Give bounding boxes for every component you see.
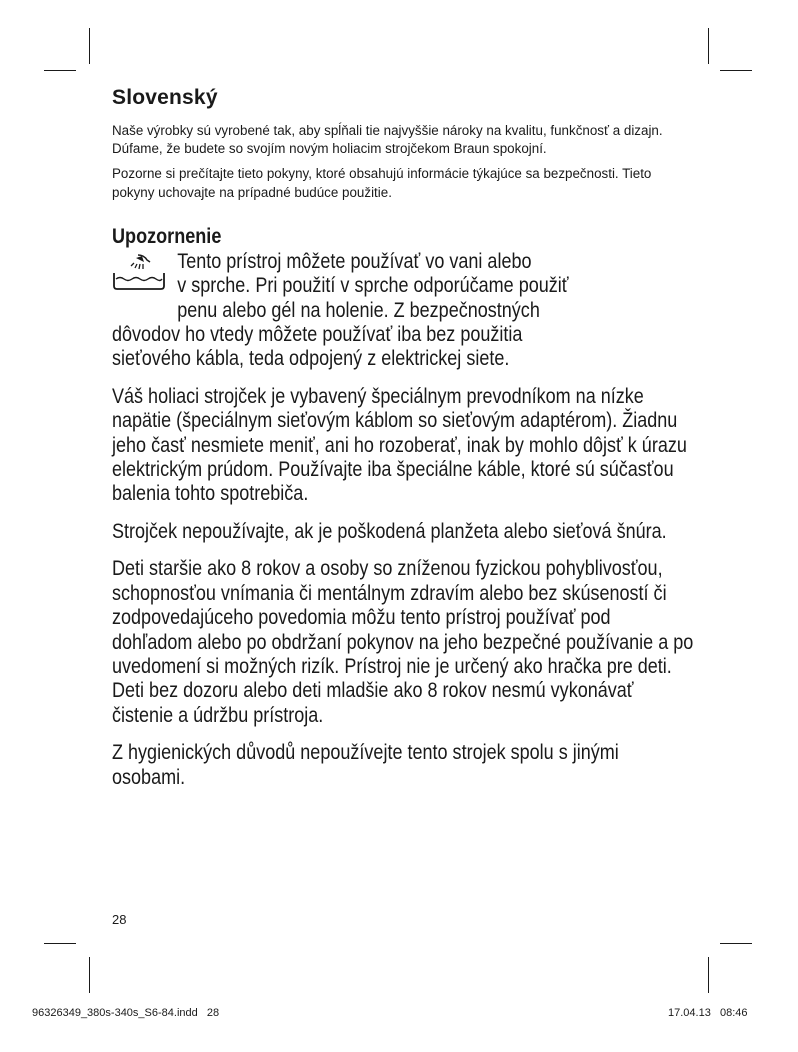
body-paragraph: Strojček nepoužívajte, ak je poškodená planžeta alebo sieťová šnúra. [112, 519, 667, 543]
warning-line: dôvodov ho vtedy môžete používať iba bez použitia [112, 323, 523, 347]
crop-mark [720, 70, 752, 71]
body-paragraph: Váš holiaci strojček je vybavený špeciálnym prevodníkom na nízke napätie (špeciálnym sieťovým káblom so sieťovým adaptérom). Žiadnu jeho časť nesmiete meniť, ani ho rozoberať, inak by mohlo dôjsť k úrazu elektrickým prúdom. Používajte iba špeciálne káble, ktoré sú súčasťou balenia tohto spotrebiča. [112, 384, 687, 506]
body-paragraph: Z hygienických důvodů nepoužívejte tento strojek spolu s jinými osobami. [112, 741, 619, 789]
warning-paragraph [112, 250, 695, 372]
crop-mark [708, 28, 709, 64]
footer-datetime: 17.04.13 08:46 [668, 1007, 748, 1019]
crop-mark [89, 28, 90, 64]
body-paragraph: Deti staršie ako 8 rokov a osoby so zníženou fyzickou pohyblivosťou, schopnosťou vnímania či mentálnym zdravím alebo bez skúseností či zodpovedajúceho povedomia môžu tento prístroj používať pod dohľadom alebo po obdržaní pokynov na jeho bezpečné používanie a po uvedomení si možných rizík. Prístroj nie je určený ako hračka pre deti. Deti bez dozoru alebo deti mladšie ako 8 rokov nesmú vykonávať čistenie a údržbu prístroja. [112, 557, 694, 727]
crop-mark [89, 957, 90, 993]
warning-line: sieťového kábla, teda odpojený z elektrickej siete. [112, 347, 510, 371]
warning-block [112, 250, 692, 372]
page-number: 28 [112, 912, 127, 927]
crop-mark [44, 70, 76, 71]
warning-heading: Upozornenie [112, 224, 222, 248]
warning-line: Tento prístroj môžete používať vo vani alebo [177, 249, 532, 273]
intro-paragraph: Naše výrobky sú vyrobené tak, aby spĺňali tie najvyššie nároky na kvalitu, funkčnosť a dizajn. Dúfame, že budete so svojím novým holiacim strojčekom Braun spokojní. [112, 123, 663, 157]
warning-line: penu alebo gél na holenie. Z bezpečnostných [177, 298, 540, 322]
language-title: Slovenský [112, 86, 218, 109]
intro-paragraph: Pozorne si prečítajte tieto pokyny, ktoré obsahujú informácie týkajúce sa bezpečnosti. Tieto pokyny uchovajte na prípadné budúce použitie. [112, 166, 652, 200]
footer-file-info: 96326349_380s-340s_S6-84.indd 28 [32, 1007, 220, 1019]
page-content [112, 86, 692, 803]
crop-mark [708, 957, 709, 993]
crop-mark [720, 943, 752, 944]
crop-mark [44, 943, 76, 944]
warning-line: v sprche. Pri použití v sprche odporúčame použiť [177, 274, 569, 298]
